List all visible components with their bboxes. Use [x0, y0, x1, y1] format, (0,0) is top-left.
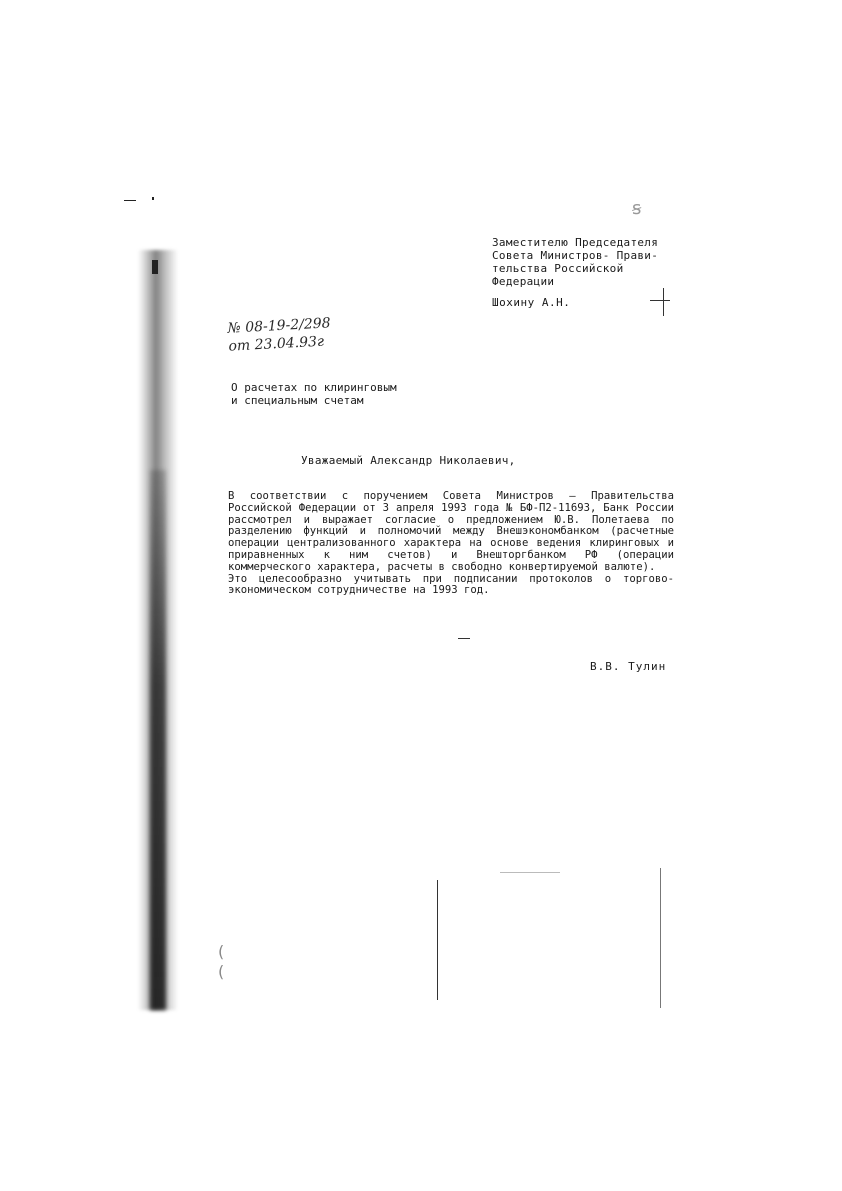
- scan-speck: [124, 200, 136, 201]
- margin-mark: (: [218, 942, 225, 961]
- addressee-line: Федерации: [492, 275, 555, 288]
- subject-block: [231, 381, 397, 407]
- scan-line: [437, 880, 438, 1000]
- margin-stroke: [663, 288, 664, 316]
- addressee-name: Шохину А.Н.: [492, 296, 571, 309]
- scan-shadow-dark: [150, 470, 166, 1010]
- scan-line: [660, 868, 661, 1008]
- letter-body: [228, 491, 674, 597]
- registration-number: № 08-19-2/298: [227, 315, 332, 337]
- subject-line: О расчетах по клиринговым: [231, 381, 397, 394]
- salutation: Уважаемый Александр Николаевич,: [301, 454, 516, 467]
- body-paragraph: Это целесообразно учитывать при подписании протоколов о торгово-экономическом сотрудничестве на 1993 год.: [228, 572, 674, 597]
- addressee-line: Заместителю Председателя: [492, 236, 659, 249]
- scan-speck: [152, 197, 154, 200]
- registration-note: [227, 314, 332, 355]
- addressee-line: Совета Министров- Прави-: [492, 249, 659, 262]
- subject-line: и специальным счетам: [231, 394, 364, 407]
- scan-speck: [152, 260, 158, 274]
- body-paragraph: В соответствии с поручением Совета Министров – Правительства Российской Федерации от 3 апреля 1993 года № БФ-П2-11693, Банк России рассмотрел и выражает согласие о предложением Ю.В. Полетаева по разделению функций и полномочий между Внешэкономбанком (расчетные операции централизованного характера на основе ведения клиринговых и приравненных к ним счетов) и Внешторгбанком РФ (операции коммерческого характера, расчеты в свободно конвертируемой валюте).: [228, 490, 674, 573]
- faint-dash: [458, 638, 470, 639]
- addressee-block: [492, 236, 658, 288]
- margin-stroke: [650, 300, 670, 301]
- addressee-line: тельства Российской: [492, 262, 624, 275]
- margin-mark: (: [218, 962, 225, 981]
- signature: В.В. Тулин: [590, 660, 667, 673]
- scan-line: [500, 872, 560, 873]
- margin-mark: ꞩ: [632, 198, 642, 219]
- registration-date: от 23.04.93г: [228, 333, 325, 355]
